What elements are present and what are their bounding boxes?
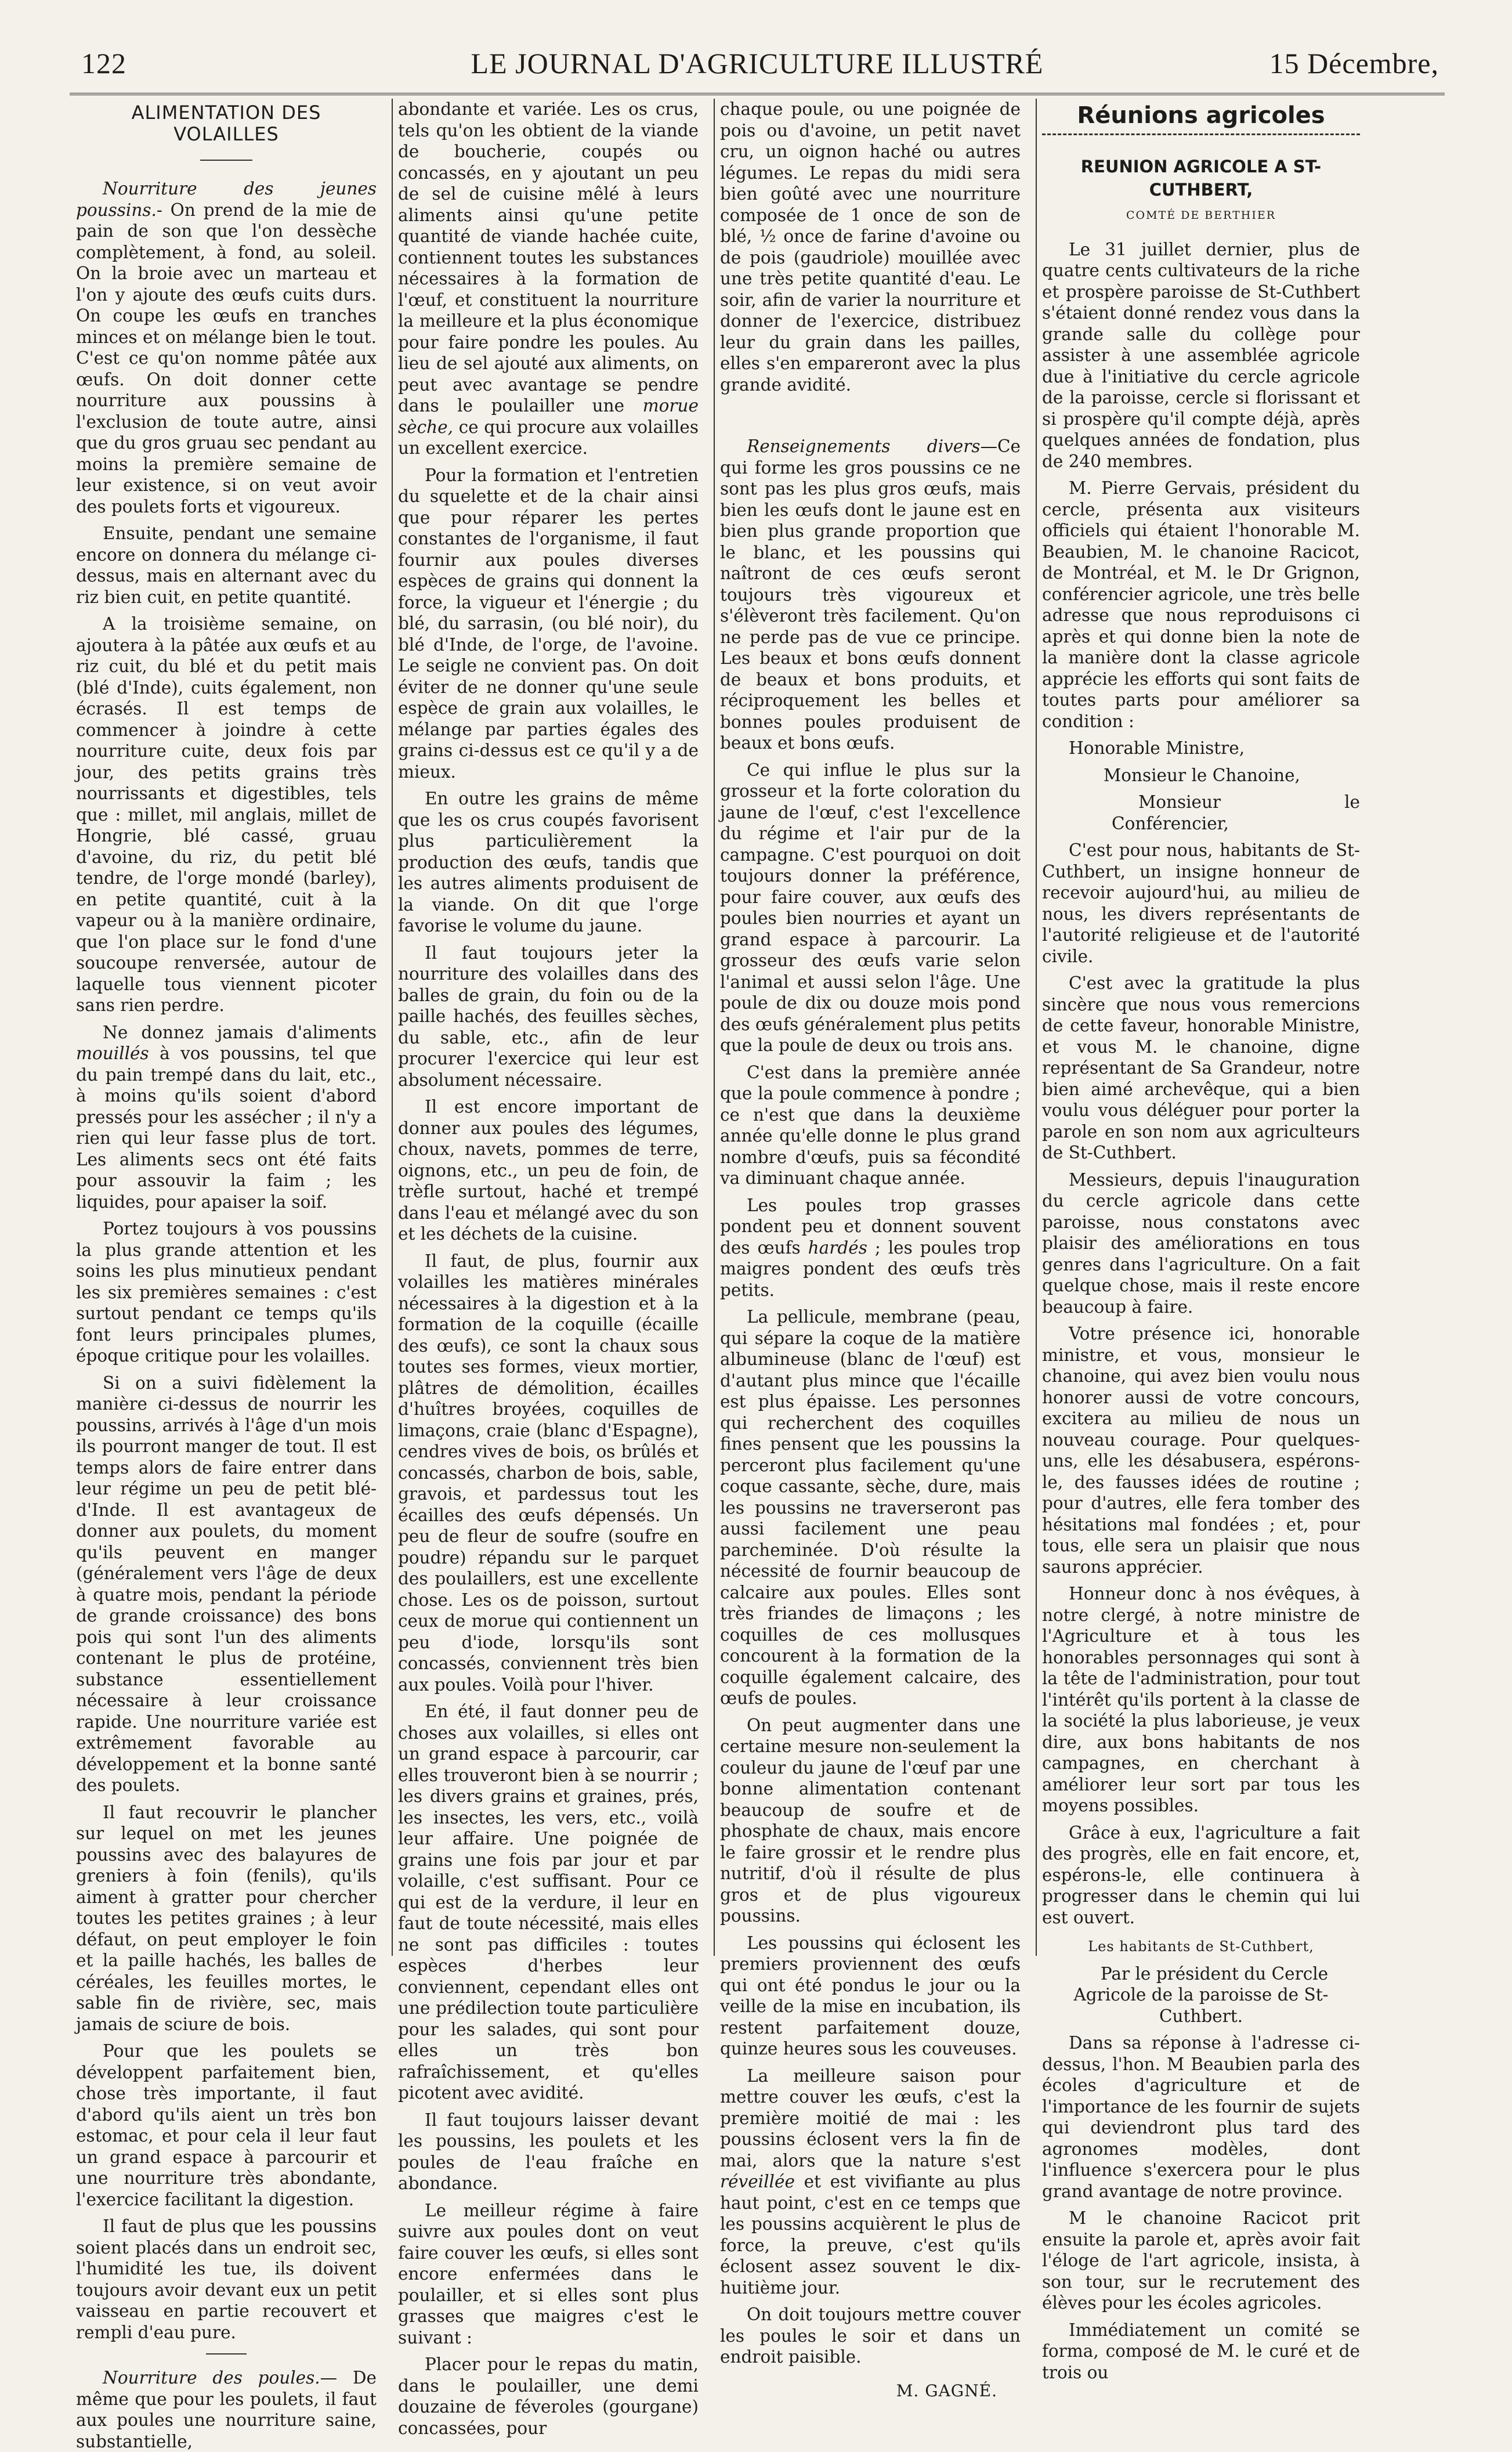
column-2 [395, 99, 702, 2438]
paragraph: Si on a suivi fidèlement la manière ci-dessus de nourrir les poussins, arrivés à l'âge d'un mois ils pourront manger de tout. Il est temps alors de faire entrer dans leur régime un peu de petit blé-d'Inde. Il est avantageux de donner aux poulets, du moment qu'ils peuvent en manger (généralement vers l'âge de deux à quatre mois, pendant la période de grande croissance) des bons pois qui sont l'un des aliments contenant le plus de protéine, substance essentiellement nécessaire à leur croissance rapide. Une nourriture variée est extrêmement favorable au développement et la bonne santé des poulets. [76, 1373, 377, 1795]
section-rule [1042, 133, 1360, 135]
paragraph: Ne donnez jamais d'aliments mouillés à vos poussins, tel que du pain trempé dans du lait, etc., à moins qu'ils soient d'abord pressés pour les assécher ; il n'y a rien qui leur fasse plus de tort. Les aliments secs ont été faits pour assouvir la faim ; les liquides, pour apaiser la soif. [76, 1022, 377, 1212]
paragraph: Il faut toujours laisser devant les poussins, les poulets et les poules de l'eau fraîche en abondance. [398, 2110, 699, 2193]
column-1 [73, 99, 380, 2451]
paragraph: Renseignements divers—Ce qui forme les gros poussins ce ne sont pas les plus gros œufs, mais bien les œufs dont le jaune est en bien plus grande proportion que le blanc, et les poussins qui naîtront de ces œufs seront toujours très vigoureux et s'élèveront très facilement. Qu'on ne perde pas de vue ce principe. Les beaux et bons œufs donnent de beaux et bons produits, et réciproquement les belles et bonnes poules produisent de beaux et bons œufs. [720, 436, 1021, 753]
paragraph-lead: Renseignements divers [747, 436, 981, 456]
article-subtitle: COMTÉ DE BERTHIER [1126, 209, 1276, 222]
paragraph: Ensuite, pendant une semaine encore on donnera du mélange ci-dessus, mais en alternant avec du riz bien cuit, en petite quantité. [76, 523, 377, 607]
paragraph: C'est dans la première année que la poule commence à pondre ; ce n'est que dans la deuxième année qu'elle donne le plus grand nombre d'œufs, puis sa fécondité va diminuant chaque année. [720, 1062, 1021, 1188]
paragraph-lead: Nourriture des jeunes poussins. [76, 179, 377, 220]
paragraph: Immédiatement un comité se forma, composé de M. le curé et de trois ou [1042, 2320, 1360, 2382]
issue-date: 15 Décembre, [1269, 47, 1439, 80]
column-rule [714, 99, 715, 1956]
paragraph: Portez toujours à vos poussins la plus grande attention et les soins les plus minutieux pendant les six premières semaines : c'est surtout pendant ce temps qu'ils font leurs principales plumes, époque critique pour les volailles. [76, 1219, 377, 1366]
spacer [720, 401, 1021, 436]
column-rule [392, 99, 393, 1956]
paragraph: Les poussins qui éclosent les premiers proviennent des œufs qui ont été pondus le jour ou la veille de la mise en incubation, ils restent parfaitement douze, quinze heures sous les couveuses. [720, 1933, 1021, 2059]
page-header [70, 41, 1445, 87]
paragraph: Il faut de plus que les poussins soient placés dans un endroit sec, l'humidité les tue, ils doivent toujours avoir devant eux un petit vaisseau en partie recouvert et rempli d'eau pure. [76, 2216, 377, 2342]
paragraph: Il faut toujours jeter la nourriture des volailles dans des balles de grain, du foin ou de la paille hachés, des feuilles sèches, du sable, etc., afin de leur procurer l'exercice qui leur est absolument nécessaire. [398, 942, 699, 1090]
paragraph: abondante et variée. Les os crus, tels qu'on les obtient de la viande de boucherie, coupés ou concassés, en y ajoutant un peu de sel de cuisine mêlé à leurs aliments ainsi qu'une petite quantité de viande hachée cuite, contiennent toutes les substances nécessaires à la formation de l'œuf, et constituent la nourriture la meilleure et la plus économique pour faire pondre les poules. Au lieu de sel ajouté aux aliments, on peut avec avantage se pendre dans le poulailler une morue sèche, ce qui procure aux volailles un excellent exercice. [398, 99, 699, 458]
salutation: Monsieur le Conférencier, [1112, 792, 1360, 833]
paragraph: Le meilleur régime à faire suivre aux poules dont on veut faire couver les œufs, si elles sont encore enfermées dans le poulailler, et si elles sont plus grasses que maigres c'est le suivant : [398, 2200, 699, 2348]
header-rule [70, 93, 1445, 95]
paragraph: Par le président du Cercle Agricole de la paroisse de St-Cuthbert. [1073, 1963, 1329, 2026]
paragraph: La meilleure saison pour mettre couver les œufs, c'est la première moitié de mai : les poussins éclosent vers la fin de mai, alors que la nature s'est réveillée et est vivifiante au plus haut point, c'est en ce temps que les poussins acquièrent le plus de force, la preuve, c'est qu'ils éclosent assez souvent le dix-huitième jour. [720, 2065, 1021, 2298]
paragraph: Grâce à eux, l'agriculture a fait des progrès, elle en fait encore, et, espérons-le, elle continuera à progresser dans le chemin qui lui est ouvert. [1042, 1822, 1360, 1927]
paragraph: M. Pierre Gervais, président du cercle, présenta aux visiteurs officiels qui étaient l'honorable M. Beaubien, M. le chanoine Racicot, de Montréal, et M. le Dr Grignon, conférencier agricole, une très belle adresse que nous reproduisons ci après et qui donne bien la note de la manière dont la classe agricole apprécie les efforts qui sont faits de toutes parts pour améliorer sa condition : [1042, 478, 1360, 731]
paragraph: Votre présence ici, honorable ministre, et vous, monsieur le chanoine, qui avez bien voulu nous honorer aussi de votre concours, excitera au milieu de nous un nouveau courage. Pour quelques-uns, elle les désabusera, espérons-le, des fausses idées de routine ; pour d'autres, elle fera tomber des hésitations mal fondées ; et, pour tous, elle sera un plaisir que nous saurons apprécier. [1042, 1324, 1360, 1577]
address-signature: Les habitants de St-Cuthbert, [1088, 1938, 1314, 1955]
paragraph: Il faut, de plus, fournir aux volailles les matières minérales nécessaires à la digestion et à la formation de la coquille (écaille des œufs), ce sont la chaux sous toutes ses formes, vieux mortier, plâtres de démolition, écailles d'huîtres broyées, coquilles de limaçons, craie (blanc d'Espagne), cendres vives de bois, os brûlés et concassés, charbon de bois, sable, gravois, et pardessus tout les écailles des œufs dépensés. Un peu de fleur de soufre (soufre en poudre) répandu sur le parquet des poulaillers, est une excellente chose. Les os de poisson, surtout ceux de morue qui contiennent un peu d'iode, lorsqu'ils sont concassés, conviennent très bien aux poules. Voilà pour l'hiver. [398, 1251, 699, 1695]
paragraph: M le chanoine Racicot prit ensuite la parole et, après avoir fait l'éloge de l'art agricole, insista, à son tour, sur le recrutement des élèves pour les écoles agricoles. [1042, 2208, 1360, 2313]
section-title: Réunions agricoles [1077, 102, 1325, 129]
paragraph: C'est avec la gratitude la plus sincère que nous vous remercions de cette faveur, honorable Ministre, et vous M. le chanoine, digne représentant de Sa Grandeur, notre bien aimé archevêque, qui a bien voulu vous déléguer pour porter la parole en son nom aux agriculteurs de St-Cuthbert. [1042, 973, 1360, 1162]
paragraph: Le 31 juillet dernier, plus de quatre cents cultivateurs de la riche et prospère paroisse de St-Cuthbert s'étaient donné rendez vous dans la grande salle du collège pour assister à une assemblée agricole due à l'initiative du cercle agricole de la paroisse, cercle si florissant et si prospère qu'il compte déjà, après quelques années de fondation, plus de 240 membres. [1042, 239, 1360, 471]
paragraph: En été, il faut donner peu de choses aux volailles, si elles ont un grand espace à parcourir, car elles trouveront bien à se nourrir ; les divers grains et graines, prés, les insectes, les vers, etc., voilà leur affaire. Une poignée de grains une fois par jour et par volaille, c'est suffisant. Pour ce qui est de la verdure, il leur en faut de toute nécessité, mais elles ne sont pas difficiles : toutes espèces d'herbes leur conviennent, cependant elles ont une prédilection toute particulière pour les salades, qui sont pour elles un très bon rafraîchissement, et qu'elles picotent avec avidité. [398, 1702, 699, 2103]
paragraph: Placer pour le repas du matin, dans le poulailler, une demi douzaine de féveroles (gourgane) concassées, pour [398, 2355, 699, 2438]
journal-title: LE JOURNAL D'AGRICULTURE ILLUSTRÉ [471, 47, 1044, 80]
paragraph: Pour que les poulets se développent parfaitement bien, chose très importante, il faut d'abord qu'ils aient un très bon estomac, et pour cela il leur faut un grand espace à parcourir et une nourriture très abondante, l'exercice facilitant la digestion. [76, 2041, 377, 2209]
salutation: Monsieur le Chanoine, [1104, 765, 1300, 785]
paragraph: En outre les grains de même que les os crus coupés favorisent plus particulièrement la production des œufs, tandis que les autres aliments produisent de la viande. On dit que l'orge favorise le volume du jaune. [398, 789, 699, 936]
paragraph: Il est encore important de donner aux poules des légumes, choux, navets, pommes de terre, oignons, etc., un peu de foin, de trèfle surtout, haché et trempé dans l'eau et mélangé avec du son et les déchets de la cuisine. [398, 1097, 699, 1244]
page-number: 122 [81, 47, 126, 80]
author-signature: M. GAGNÉ. [896, 2381, 997, 2400]
paragraph: Nourriture des jeunes poussins.- On prend de la mie de pain de son que l'on dessèche complètement, à fond, au soleil. On la broie avec un marteau et l'on y ajoute des œufs cuits durs. On coupe les œufs en tranches minces et on mélange bien le tout. C'est ce qu'on nomme pâtée aux œufs. On doit donner cette nourriture aux poussins à l'exclusion de toute autre, ainsi que du gros gruau sec pendant au moins la première semaine de leur existence, si on veut avoir des poulets forts et vigoureux. [76, 179, 377, 517]
paragraph: Il faut recouvrir le plancher sur lequel on met les jeunes poussins avec des balayures de greniers à foin (fenils), qu'ils aiment à gratter pour chercher toutes les petites graines ; à leur défaut, on peut employer le foin et la paille hachés, les balles de céréales, les feuilles mortes, le sable fin de rivière, sec, mais jamais de sciure de bois. [76, 1802, 377, 2034]
paragraph: C'est pour nous, habitants de St-Cuthbert, un insigne honneur de recevoir aujourd'hui, au milieu de nous, les divers représentants de l'autorité religieuse et de l'autorité civile. [1042, 840, 1360, 966]
paragraph: La pellicule, membrane (peau, qui sépare la coque de la matière albumineuse (blanc de l'œuf) est d'autant plus mince que l'écaille est plus épaisse. Les personnes qui recherchent des coquilles fines pensent que les poussins la perceront plus facilement qu'une coque cassante, sèche, dure, mais les poussins ne traverseront pas aussi facilement une peau parcheminée. D'où résulte la nécessité de fournir beaucoup de calcaire aux poules. Elles sont très friandes de limaçons ; les coquilles de ces mollusques concourent à la formation de la coquille également calcaire, des œufs de poules. [720, 1307, 1021, 1708]
article-title: REUNION AGRICOLE A ST-CUTHBERT, [1080, 157, 1322, 200]
paragraph-lead: Nourriture des poules. [103, 2368, 320, 2388]
column-3 [717, 99, 1024, 2400]
salutation: Honorable Ministre, [1069, 738, 1245, 758]
paragraph: Nourriture des poules.— De même que pour les poulets, il faut aux poules une nourriture saine, substantielle, [76, 2368, 377, 2451]
paragraph: chaque poule, ou une poignée de pois ou d'avoine, un petit navet cru, un oignon haché ou autres légumes. Le repas du midi sera bien goûté avec une nourriture composée de 1 once de son de blé, ½ once de farine d'avoine ou de pois (gaudriole) mouillée avec une très petite quantité d'eau. Le soir, afin de varier la nourriture et donner de l'exercice, distribuez leur du grain dans les pailles, elles s'en empareront avec la plus grande avidité. [720, 99, 1021, 395]
paragraph: Pour la formation et l'entretien du squelette et de la chair ainsi que pour réparer les pertes constantes de l'organisme, il faut fournir aux poules diverses espèces de grains qui donnent la force, la vigueur et l'énergie ; du blé, du sarrasin, (ou blé noir), du blé d'Inde, de l'orge, de l'avoine. Le seigle ne convient pas. On doit éviter de ne donner qu'une seule espèce de grain aux volailles, le mélange par parties égales des grains ci-dessus est ce qu'il y a de mieux. [398, 465, 699, 782]
paragraph: Les poules trop grasses pondent peu et donnent souvent des œufs hardés ; les poules trop maigres pondent des œufs très petits. [720, 1195, 1021, 1300]
section-rule [206, 2353, 247, 2355]
paragraph: Dans sa réponse à l'adresse ci-dessus, l'hon. M Beaubien parla des écoles d'agriculture et de l'importance de les fournir de sujets qui deviendront plus tard des agronomes modèles, dont l'influence s'exercera pour le plus grand avantage de notre province. [1042, 2033, 1360, 2201]
article-title: ALIMENTATION DES VOLAILLES [131, 102, 321, 145]
paragraph: Ce qui influe le plus sur la grosseur et la forte coloration du jaune de l'œuf, c'est l'excellence du régime et l'air pur de la campagne. C'est pourquoi on doit toujours donner la préférence, pour faire couver, aux œufs des poules bien nourries et ayant un grand espace à parcourir. La grosseur des œufs varie selon l'animal et aussi selon l'âge. Une poule de dix ou douze mois pond des œufs généralement plus petits que la poule de deux ou trois ans. [720, 760, 1021, 1055]
column-rule [1036, 99, 1037, 1956]
paragraph: A la troisième semaine, on ajoutera à la pâtée aux œufs et au riz cuit, du blé et du petit mais (blé d'Inde), cuits également, non écrasés. Il est temps de commencer à joindre à cette nourriture cuite, deux fois par jour, des petits grains très nourrissants et digestibles, tels que : millet, mil anglais, millet de Hongrie, blé cassé, gruau d'avoine, du riz, du petit blé tendre, de l'orge mondé (barley), en petite quantité, cuit à la vapeur ou à la manière ordinaire, que l'on place sur le fond d'une soucoupe renversée, autour de laquelle tous viennent picoter sans rien perdre. [76, 614, 377, 1015]
paragraph: Honneur donc à nos évêques, à notre clergé, à notre ministre de l'Agriculture et à tous les honorables personnages qui sont à la tête de l'administration, pour tout l'intérêt qu'ils portent à la classe de la société la plus laborieuse, je veux dire, aux bons habitants de nos campagnes, en cherchant à améliorer leur sort par tous les moyens possibles. [1042, 1584, 1360, 1815]
paragraph: On peut augmenter dans une certaine mesure non-seulement la couleur du jaune de l'œuf par une bonne alimentation contenant beaucoup de soufre et de phosphate de chaux, mais encore le faire grossir et le rendre plus nutritif, d'où il résulte de plus gros et de plus vigoureux poussins. [720, 1715, 1021, 1926]
title-rule [200, 160, 252, 161]
paragraph: Messieurs, depuis l'inauguration du cercle agricole dans cette paroisse, nous constatons avec plaisir des améliorations en tous genres dans l'agriculture. On a fait quelque chose, mais il reste encore beaucoup à faire. [1042, 1169, 1360, 1317]
column-4 [1039, 99, 1363, 2382]
paragraph: On doit toujours mettre couver les poules le soir et dans un endroit paisible. [720, 2305, 1021, 2367]
